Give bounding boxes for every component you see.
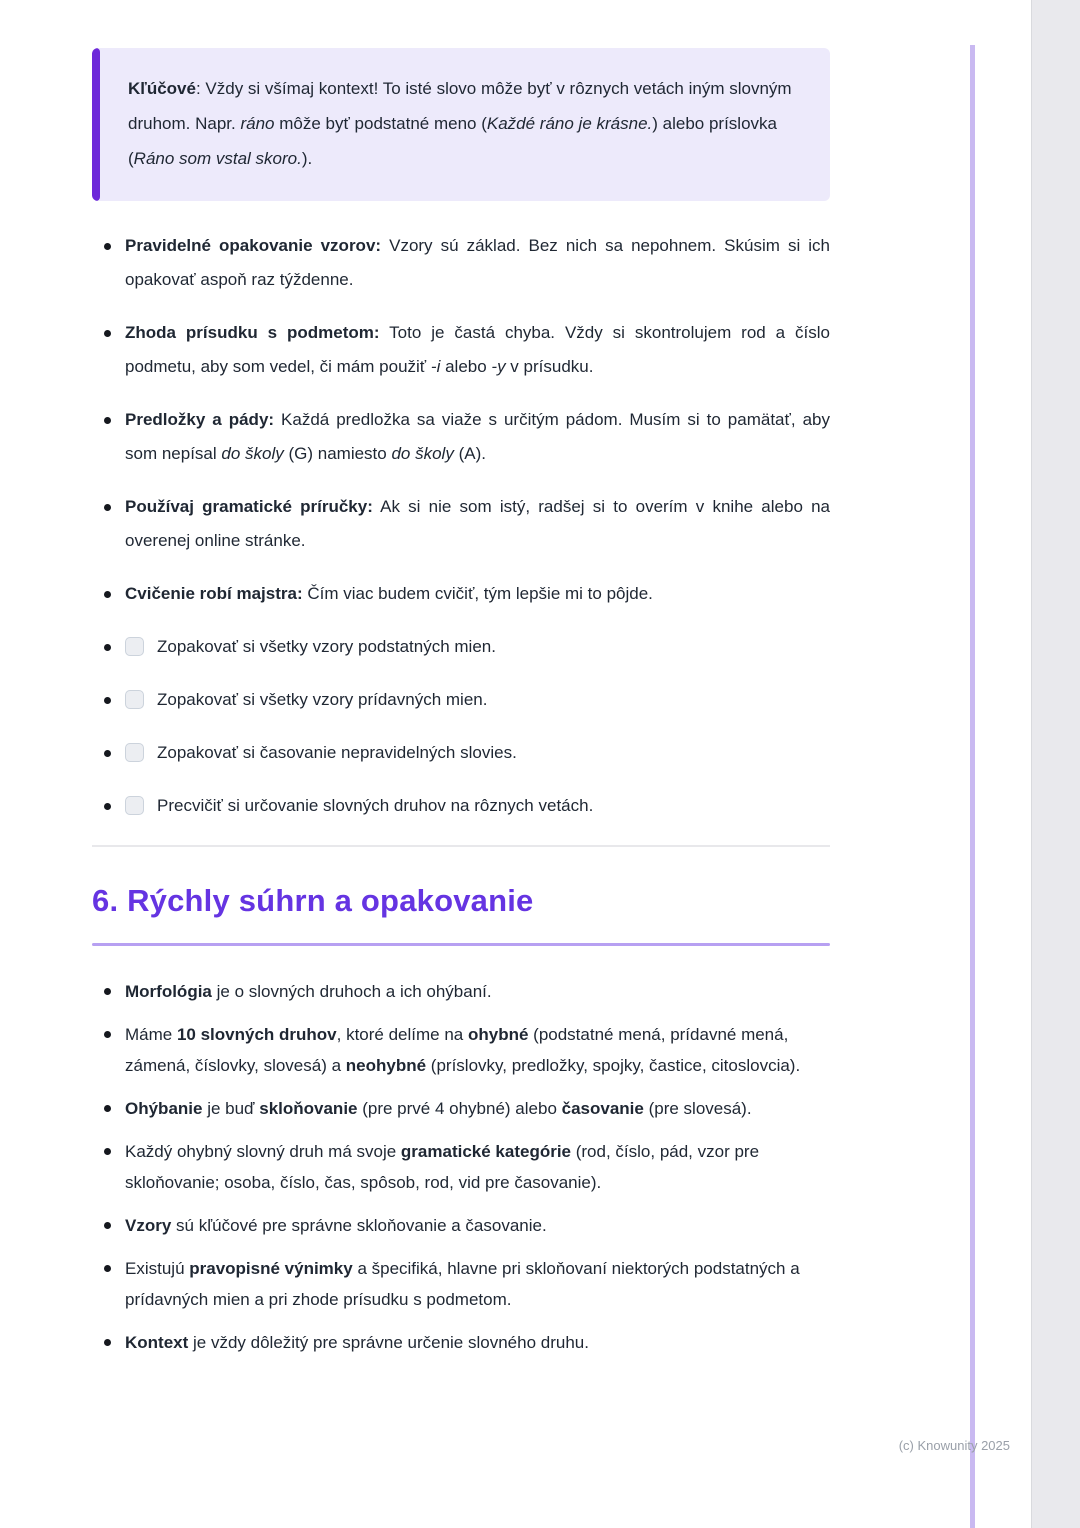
text-segment: Každé ráno je krásne. [486, 114, 653, 133]
list-item [92, 577, 830, 611]
text-segment: Čím viac budem cvičiť, tým lepšie mi to pôjde. [302, 584, 653, 603]
text-segment: je vždy dôležitý pre správne určenie slovného druhu. [188, 1333, 589, 1352]
list-item [92, 403, 830, 471]
section-title-underline [92, 943, 830, 946]
text-segment: Existujú [125, 1259, 190, 1278]
todo-checklist [92, 630, 830, 823]
text-segment: časovanie [561, 1099, 644, 1118]
text-segment: Ohýbanie [125, 1099, 203, 1118]
checkbox[interactable] [125, 637, 144, 656]
list-item [92, 490, 830, 558]
checklist-label: Zopakovať si časovanie nepravidelných slovies. [157, 743, 517, 762]
text-segment: Zhoda prísudku s podmetom: [125, 323, 380, 342]
list-item [92, 1253, 830, 1315]
section-title: 6. Rýchly súhrn a opakovanie [92, 883, 534, 918]
text-segment: do školy [221, 444, 284, 463]
checklist-item [92, 736, 830, 770]
callout-text [128, 71, 800, 176]
checklist-item [92, 789, 830, 823]
text-segment: skloňovanie [259, 1099, 358, 1118]
tips-list [92, 229, 830, 611]
text-segment: Toto je častá chyba. Vždy si skontrolujem rod a číslo podmetu, aby som vedel, či mám použiť [125, 323, 830, 376]
checklist-label: Zopakovať si všetky vzory prídavných mien. [157, 690, 488, 709]
list-item [92, 316, 830, 384]
text-segment: alebo [440, 357, 492, 376]
text-segment: Kontext [125, 1333, 189, 1352]
viewer-background [1031, 0, 1080, 1528]
text-segment: Kľúčové [128, 79, 196, 98]
text-segment: Každý ohybný slovný druh má svoje [125, 1142, 401, 1161]
text-segment: a špecifiká, hlavne pri skloňovaní niektorých podstatných a prídavných mien a pri zhode prísudku s podmetom. [125, 1259, 800, 1309]
text-segment: neohybné [345, 1056, 427, 1075]
text-segment: (podstatné mená, prídavné mená, zámená, číslovky, slovesá) a [125, 1025, 789, 1075]
text-segment: v prísudku. [505, 357, 594, 376]
section-divider [92, 845, 830, 847]
checklist-label: Precvičiť si určovanie slovných druhov na rôznych vetách. [157, 796, 594, 815]
list-item [92, 1019, 830, 1081]
text-segment: ) alebo príslovka ( [128, 114, 777, 168]
text-segment: Ráno som vstal skoro. [133, 149, 302, 168]
text-segment: Vzory sú základ. Bez nich sa nepohnem. Skúsim si ich opakovať aspoň raz týždenne. [125, 236, 830, 289]
text-segment: je o slovných druhoch a ich ohýbaní. [211, 982, 492, 1001]
text-segment: Pravidelné opakovanie vzorov: [125, 236, 382, 255]
copyright-notice: (c) Knowunity 2025 [898, 1438, 1010, 1453]
list-item [92, 229, 830, 297]
text-segment: (rod, číslo, pád, vzor pre skloňovanie; osoba, číslo, čas, spôsob, rod, vid pre časovanie). [125, 1142, 760, 1192]
list-item [92, 1327, 830, 1358]
checklist-item [92, 630, 830, 664]
text-segment: Ak si nie som istý, radšej si to overím v knihe alebo na overenej online stránke. [125, 497, 830, 550]
text-segment: do školy [391, 444, 454, 463]
document-content [92, 48, 830, 1370]
text-segment: 10 slovných druhov [176, 1025, 337, 1044]
text-segment: Používaj gramatické príručky: [125, 497, 373, 516]
text-segment: ráno [240, 114, 275, 133]
text-segment: ). [301, 149, 313, 168]
text-segment: , ktoré delíme na [336, 1025, 468, 1044]
checkbox[interactable] [125, 743, 144, 762]
checklist-item [92, 683, 830, 717]
text-segment: (pre slovesá). [643, 1099, 752, 1118]
text-segment: ohybné [467, 1025, 529, 1044]
checkbox[interactable] [125, 690, 144, 709]
text-segment: Vzory [125, 1216, 172, 1235]
text-segment: (príslovky, predložky, spojky, častice, citoslovcia). [426, 1056, 801, 1075]
text-segment: pravopisné výnimky [189, 1259, 353, 1278]
callout-accent-bar [92, 48, 100, 201]
text-segment: -y [491, 357, 506, 376]
key-callout [92, 48, 830, 201]
text-segment: -i [430, 357, 441, 376]
text-segment: môže byť podstatné meno ( [274, 114, 487, 133]
summary-list [92, 976, 830, 1358]
text-segment: Každá predložka sa viaže s určitým pádom. Musím si to pamätať, aby som nepísal [125, 410, 830, 463]
checklist-label: Zopakovať si všetky vzory podstatných mien. [157, 637, 496, 656]
text-segment: (pre prvé 4 ohybné) alebo [357, 1099, 562, 1118]
text-segment: sú kľúčové pre správne skloňovanie a časovanie. [171, 1216, 547, 1235]
text-segment: Cvičenie robí majstra: [125, 584, 303, 603]
page-edge-line [970, 45, 975, 1528]
text-segment: : Vždy si všímaj kontext! To isté slovo môže byť v rôznych vetách iným slovným druhom. Napr. [128, 79, 792, 133]
text-segment: gramatické kategórie [400, 1142, 572, 1161]
list-item [92, 1136, 830, 1198]
text-segment: Morfológia [125, 982, 212, 1001]
list-item [92, 976, 830, 1007]
text-segment: Máme [125, 1025, 177, 1044]
text-segment: (G) namiesto [283, 444, 392, 463]
list-item [92, 1093, 830, 1124]
list-item [92, 1210, 830, 1241]
text-segment: Predložky a pády: [125, 410, 275, 429]
text-segment: (A). [453, 444, 486, 463]
text-segment: je buď [202, 1099, 260, 1118]
checkbox[interactable] [125, 796, 144, 815]
